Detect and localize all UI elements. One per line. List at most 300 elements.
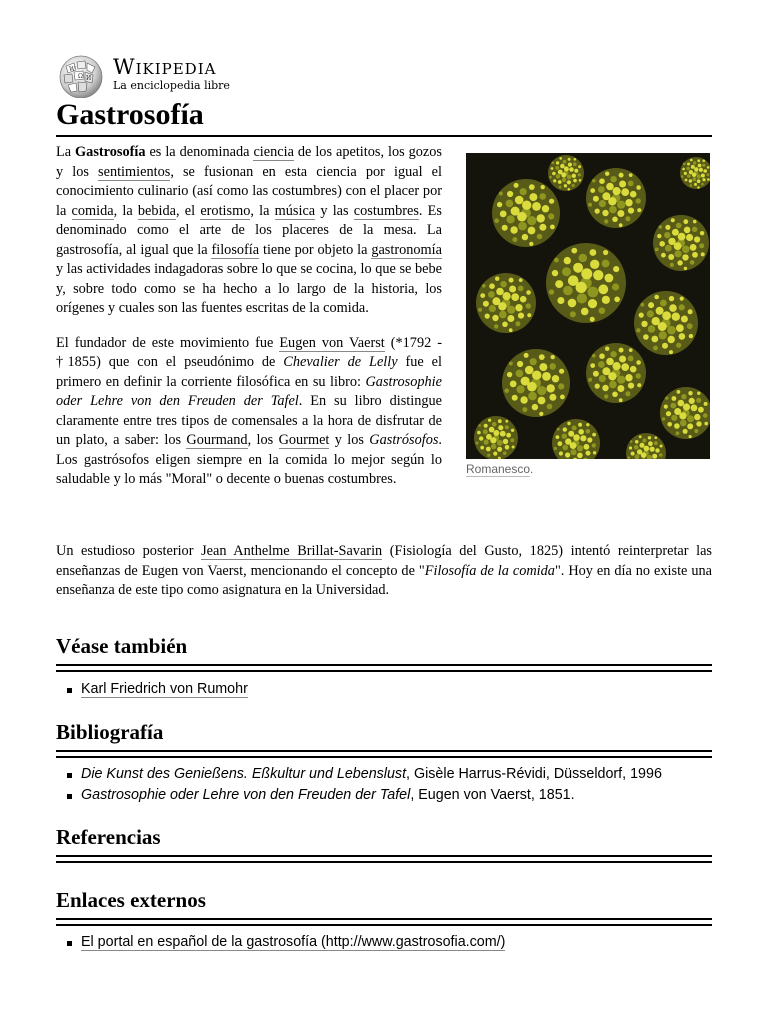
floret-bud xyxy=(503,451,507,455)
floret-bud xyxy=(489,427,495,433)
floret-bud xyxy=(648,441,653,446)
floret-bud xyxy=(480,293,485,298)
floret-bud xyxy=(602,385,608,391)
floret-bud xyxy=(563,286,573,296)
floret-bud xyxy=(687,415,694,422)
floret-bud xyxy=(496,288,504,296)
floret-bud xyxy=(702,178,705,181)
floret-bud xyxy=(563,427,567,431)
floret-bud xyxy=(494,324,498,328)
floret-bud xyxy=(547,384,555,392)
floret-bud xyxy=(539,193,546,200)
floret-bud xyxy=(678,233,686,241)
floret-bud xyxy=(609,381,617,389)
floret-bud xyxy=(525,366,534,375)
book-title: Gastrosophie oder Lehre von den Freuden der Tafel xyxy=(81,786,411,803)
floret-bud xyxy=(520,296,527,303)
floret-bud xyxy=(627,456,630,459)
floret-bud xyxy=(586,429,591,434)
floret-bud xyxy=(667,422,672,427)
floret-bud xyxy=(584,444,590,450)
text: , la xyxy=(250,202,275,219)
floret-bud xyxy=(482,284,486,288)
floret-bud xyxy=(706,173,709,176)
floret-bud xyxy=(593,371,599,377)
link-erotismo[interactable]: erotismo xyxy=(200,202,251,219)
floret-bud xyxy=(588,203,592,207)
floret-bud xyxy=(537,234,543,240)
bold-term: Gastrosofía xyxy=(75,144,146,160)
floret-bud xyxy=(682,168,685,171)
floret-bud xyxy=(606,358,614,366)
floret-bud xyxy=(690,159,693,162)
floret-bud xyxy=(542,205,549,212)
floret-bud xyxy=(634,445,639,450)
floret-bud xyxy=(681,316,688,323)
floret-bud xyxy=(648,325,656,333)
floret-bud xyxy=(538,397,546,405)
floret-bud xyxy=(666,411,671,416)
floret-bud xyxy=(519,278,523,282)
bibliografia-list xyxy=(56,764,737,805)
floret-bud xyxy=(629,446,632,449)
wikipedia-wordmark[interactable] xyxy=(113,55,216,79)
floret-bud xyxy=(652,454,657,459)
floret-bud xyxy=(565,438,571,444)
floret-bud xyxy=(691,165,695,169)
link-ciencia[interactable]: ciencia xyxy=(253,144,294,160)
floret-bud xyxy=(510,381,517,388)
floret-bud xyxy=(499,192,503,196)
floret-bud xyxy=(674,423,680,429)
floret-bud xyxy=(564,184,567,187)
floret-bud xyxy=(528,392,537,401)
floret-bud xyxy=(515,196,524,205)
floret-bud xyxy=(592,354,596,358)
floret-bud xyxy=(559,369,564,374)
text: y los xyxy=(329,432,370,448)
floret-bud xyxy=(619,223,623,227)
floret-bud xyxy=(526,303,531,308)
link-karl-friedrich-von-rumohr[interactable]: Karl Friedrich von Rumohr xyxy=(81,681,248,697)
text: ". Hoy en día no existe una enseñanza de este tipo como asignatura en la Universidad. xyxy=(56,562,712,598)
floret-bud xyxy=(641,321,647,327)
floret-bud xyxy=(530,358,537,365)
floret-bud xyxy=(675,250,682,257)
floret-bud xyxy=(671,218,675,222)
floret-bud xyxy=(568,163,572,167)
floret-bud xyxy=(613,266,619,272)
floret-bud xyxy=(698,407,704,413)
floret-bud xyxy=(677,390,681,394)
wordmark-text: Wikipedia xyxy=(113,55,217,79)
floret-bud xyxy=(661,253,666,258)
floret-bud xyxy=(552,375,559,382)
link-brillat-savarin[interactable]: Jean Anthelme Brillat-Savarin xyxy=(201,543,383,559)
floret-bud xyxy=(574,169,578,173)
floret-bud xyxy=(522,407,527,412)
italic-text: Chevalier de Lelly xyxy=(283,354,398,370)
text: y las xyxy=(315,202,354,219)
list-item xyxy=(81,679,737,700)
floret-bud xyxy=(592,179,596,183)
floret-bud xyxy=(522,234,528,240)
floret-bud xyxy=(505,425,509,429)
floret-bud xyxy=(506,433,511,438)
floret-bud xyxy=(504,388,509,393)
floret-bud xyxy=(587,437,592,442)
floret-bud xyxy=(547,404,553,410)
floret-bud xyxy=(557,297,564,304)
floret-bud xyxy=(572,184,575,187)
floret-bud xyxy=(685,179,688,182)
floret-bud xyxy=(549,199,554,204)
floret-bud xyxy=(588,287,599,298)
floret-bud xyxy=(612,217,618,223)
floret-bud xyxy=(567,422,570,425)
floret-bud xyxy=(648,302,654,308)
floret-bud xyxy=(625,216,630,221)
floret-bud xyxy=(665,245,672,252)
floret-bud xyxy=(689,170,693,174)
floret-bud xyxy=(516,370,524,378)
floret-bud xyxy=(694,429,698,433)
floret-bud xyxy=(588,378,592,382)
floret-bud xyxy=(707,178,710,181)
floret-bud xyxy=(507,372,512,377)
floret-bud xyxy=(491,444,497,450)
floret-bud xyxy=(698,164,702,168)
floret-bud xyxy=(564,166,569,171)
floret-bud xyxy=(604,219,608,223)
floret-bud xyxy=(497,202,502,207)
floret-bud xyxy=(555,166,559,170)
floret-bud xyxy=(605,172,609,176)
floret-bud xyxy=(643,334,649,340)
floret-bud xyxy=(672,229,679,236)
floret-bud xyxy=(556,161,559,164)
floret-bud xyxy=(678,400,685,407)
floret-bud xyxy=(493,452,497,456)
floret-bud xyxy=(562,178,567,183)
floret-bud xyxy=(664,232,670,238)
book-title: Gastrosophie oder Lehre von den Freuden der Tafel xyxy=(56,373,442,409)
book-details: , Gisèle Harrus-Révidi, Düsseldorf, 1996 xyxy=(406,766,662,782)
floret-bud xyxy=(511,429,514,432)
floret-bud xyxy=(559,157,562,160)
floret-bud xyxy=(518,286,524,292)
floret-bud xyxy=(503,439,508,444)
wikipedia-header[interactable] xyxy=(56,52,356,98)
floret-bud xyxy=(478,308,482,312)
floret-bud xyxy=(565,452,570,457)
floret-bud xyxy=(654,295,659,300)
floret-bud xyxy=(625,199,632,206)
floret-bud xyxy=(687,174,691,178)
vease-list xyxy=(56,679,737,700)
floret-bud xyxy=(683,429,688,434)
floret-bud xyxy=(696,398,701,403)
text: La xyxy=(56,144,76,160)
floret-bud xyxy=(570,311,576,317)
floret-bud xyxy=(556,435,560,439)
link-musica[interactable]: música xyxy=(274,202,316,219)
romanesco-image[interactable] xyxy=(466,153,710,459)
floret-bud xyxy=(590,363,595,368)
floret-bud xyxy=(549,176,552,179)
floret-bud xyxy=(562,434,567,439)
intro-section xyxy=(56,143,442,505)
romanesco-figure xyxy=(466,153,710,476)
figure-caption xyxy=(466,462,710,476)
floret-bud xyxy=(556,174,560,178)
floret-bud xyxy=(669,304,677,312)
floret-bud xyxy=(579,179,582,182)
floret-bud xyxy=(664,405,668,409)
floret-bud xyxy=(602,192,610,200)
floret-bud xyxy=(697,179,701,183)
wikipedia-tagline: La enciclopedia libre xyxy=(113,79,230,92)
floret-bud xyxy=(677,260,682,265)
floret-bud xyxy=(621,188,629,196)
floret-bud xyxy=(642,438,646,442)
floret-bud xyxy=(510,226,517,233)
floret-bud xyxy=(639,313,644,318)
floret-bud xyxy=(532,202,541,211)
floret-bud xyxy=(684,172,687,175)
floret-bud xyxy=(659,331,667,339)
floret-bud xyxy=(598,284,608,294)
floret-bud xyxy=(590,260,599,269)
floret-bud xyxy=(599,375,606,382)
floret-bud xyxy=(558,170,563,175)
floret-bud xyxy=(552,172,556,176)
floret-bud xyxy=(573,162,577,166)
list-item xyxy=(81,932,737,953)
text: . Es denominado como el arte de los placeres de la mesa. La gastrosofía, al igual que la xyxy=(56,202,442,258)
floret-bud xyxy=(486,447,491,452)
floret-bud xyxy=(655,448,659,452)
floret-bud xyxy=(502,225,508,231)
floret-bud xyxy=(578,165,581,168)
text: fue el primero en definir la corriente filosófica en su libro: xyxy=(56,354,442,390)
floret-bud xyxy=(602,210,608,216)
floret-bud xyxy=(707,166,710,169)
floret-bud xyxy=(562,445,568,451)
floret-bud xyxy=(605,347,609,351)
floret-bud xyxy=(619,181,626,188)
floret-bud xyxy=(559,451,563,455)
floret-bud xyxy=(613,187,621,195)
floret-bud xyxy=(509,278,514,283)
enlaces-list xyxy=(56,932,737,953)
floret-bud xyxy=(690,184,693,187)
floret-bud xyxy=(595,209,600,214)
floret-bud xyxy=(568,431,574,437)
floret-bud xyxy=(568,158,571,161)
floret-bud xyxy=(605,274,614,283)
floret-bud xyxy=(610,351,616,357)
floret-bud xyxy=(476,442,479,445)
floret-bud xyxy=(699,168,703,172)
floret-bud xyxy=(542,372,551,381)
floret-bud xyxy=(517,361,523,367)
link-costumbres[interactable]: costumbres xyxy=(353,202,419,219)
floret-bud xyxy=(692,227,697,232)
floret-bud xyxy=(590,188,595,193)
floret-bud xyxy=(522,201,531,210)
link-gourmet[interactable]: Gourmet xyxy=(278,432,330,448)
floret-bud xyxy=(640,443,645,448)
floret-bud xyxy=(590,249,597,256)
floret-bud xyxy=(573,263,583,273)
floret-bud xyxy=(515,321,520,326)
floret-bud xyxy=(539,363,547,371)
floret-bud xyxy=(697,159,700,162)
floret-bud xyxy=(617,376,625,384)
floret-bud xyxy=(635,440,639,444)
link-gastronomia[interactable]: gastronomía xyxy=(371,241,442,258)
floret-bud xyxy=(509,328,513,332)
floret-bud xyxy=(701,183,704,186)
link-comida[interactable]: comida xyxy=(71,202,114,219)
floret-bud xyxy=(586,423,589,426)
svg-text:Ω: Ω xyxy=(78,73,83,80)
floret-bud xyxy=(665,397,668,400)
floret-bud xyxy=(686,167,690,171)
floret-bud xyxy=(668,238,675,245)
floret-bud xyxy=(628,181,634,187)
floret-bud xyxy=(573,434,580,441)
floret-bud xyxy=(619,356,626,363)
link-gourmand[interactable]: Gourmand xyxy=(186,432,248,448)
link-sentimientos[interactable]: sentimientos xyxy=(98,163,171,180)
floret-bud xyxy=(599,307,606,314)
floret-bud xyxy=(662,343,668,349)
floret-bud xyxy=(689,435,692,438)
floret-bud xyxy=(554,447,557,450)
link-eugen-von-vaerst[interactable]: Eugen von Vaerst xyxy=(279,334,385,351)
floret-bud xyxy=(598,361,605,368)
floret-bud xyxy=(610,176,616,182)
floret-bud xyxy=(486,434,492,440)
floret-bud xyxy=(614,297,620,303)
floret-bud xyxy=(505,420,508,423)
floret-bud xyxy=(637,383,641,387)
floret-bud xyxy=(527,313,531,317)
floret-bud xyxy=(662,417,665,420)
svg-text:W: W xyxy=(69,66,76,73)
floret-bud xyxy=(660,300,667,307)
floret-bud xyxy=(650,447,655,452)
floret-bud xyxy=(555,280,563,288)
floret-bud xyxy=(644,446,650,452)
floret-bud xyxy=(500,211,507,218)
text: . Los gastrósofos eligen siempre en la comida lo mejor según lo saludable y lo más "Moral" o decente o buenas costumbres. xyxy=(56,432,442,487)
floret-bud xyxy=(568,188,571,191)
floret-bud xyxy=(647,310,654,317)
floret-bud xyxy=(573,179,577,183)
floret-bud xyxy=(659,241,665,247)
floret-bud xyxy=(606,183,614,191)
floret-bud xyxy=(515,304,522,311)
italic-text: Gastrósofos xyxy=(369,432,439,448)
floret-bud xyxy=(654,441,658,445)
floret-bud xyxy=(683,219,688,224)
floret-bud xyxy=(681,175,684,178)
floret-bud xyxy=(495,277,499,281)
floret-bud xyxy=(506,200,514,208)
intro-paragraph-2 xyxy=(56,334,442,490)
link-romanesco[interactable]: Romanesco xyxy=(466,462,531,476)
floret-bud xyxy=(665,225,670,230)
floret-bud xyxy=(511,293,519,301)
link-bebida[interactable]: bebida xyxy=(137,202,177,219)
floret-bud xyxy=(552,270,558,276)
floret-bud xyxy=(569,167,574,172)
floret-bud xyxy=(577,445,583,451)
floret-bud xyxy=(630,440,633,443)
intro-paragraph-1 xyxy=(56,143,442,319)
floret-bud xyxy=(619,348,624,353)
floret-bud xyxy=(692,252,698,258)
floret-bud xyxy=(681,394,686,399)
floret-bud xyxy=(604,394,608,398)
floret-bud xyxy=(687,163,690,166)
book-details: , Eugen von Vaerst, 1851. xyxy=(410,786,575,803)
floret-bud xyxy=(524,353,529,358)
floret-bud xyxy=(512,237,517,242)
floret-bud xyxy=(503,292,511,300)
floret-bud xyxy=(588,299,597,308)
floret-bud xyxy=(690,260,695,265)
floret-bud xyxy=(477,431,481,435)
wikipedia-globe-logo[interactable] xyxy=(56,54,106,98)
floret-bud xyxy=(581,268,592,279)
floret-bud xyxy=(655,436,658,439)
floret-bud xyxy=(682,254,688,260)
floret-bud xyxy=(580,435,586,441)
floret-bud xyxy=(549,363,556,370)
floret-bud xyxy=(621,363,629,371)
floret-bud xyxy=(559,186,562,189)
floret-bud xyxy=(653,346,658,351)
floret-bud xyxy=(659,453,663,457)
floret-bud xyxy=(640,303,644,307)
text: . En su libro distingue claramente entre tres tipos de comensales a la hora de disfrutar de un plato, a saber: los xyxy=(56,393,442,448)
floret-bud xyxy=(560,395,565,400)
floret-bud xyxy=(687,423,693,429)
floret-bud xyxy=(478,424,481,427)
floret-bud xyxy=(694,236,700,242)
link-portal-gastrosofia[interactable]: El portal en español de la gastrosofía (http://www.gastrosofia.com/) xyxy=(81,934,506,950)
floret-bud xyxy=(550,225,555,230)
floret-bud xyxy=(697,174,701,178)
floret-bud xyxy=(672,313,680,321)
link-filosofia[interactable]: filosofía xyxy=(211,241,260,258)
floret-bud xyxy=(625,391,630,396)
floret-bud xyxy=(551,355,555,359)
floret-bud xyxy=(660,445,663,448)
floret-bud xyxy=(619,398,623,402)
floret-bud xyxy=(578,173,581,176)
floret-bud xyxy=(676,431,680,435)
floret-bud xyxy=(528,227,536,235)
floret-bud xyxy=(520,396,527,403)
floret-bud xyxy=(505,445,510,450)
floret-bud xyxy=(577,293,587,303)
text: , los xyxy=(247,432,279,448)
